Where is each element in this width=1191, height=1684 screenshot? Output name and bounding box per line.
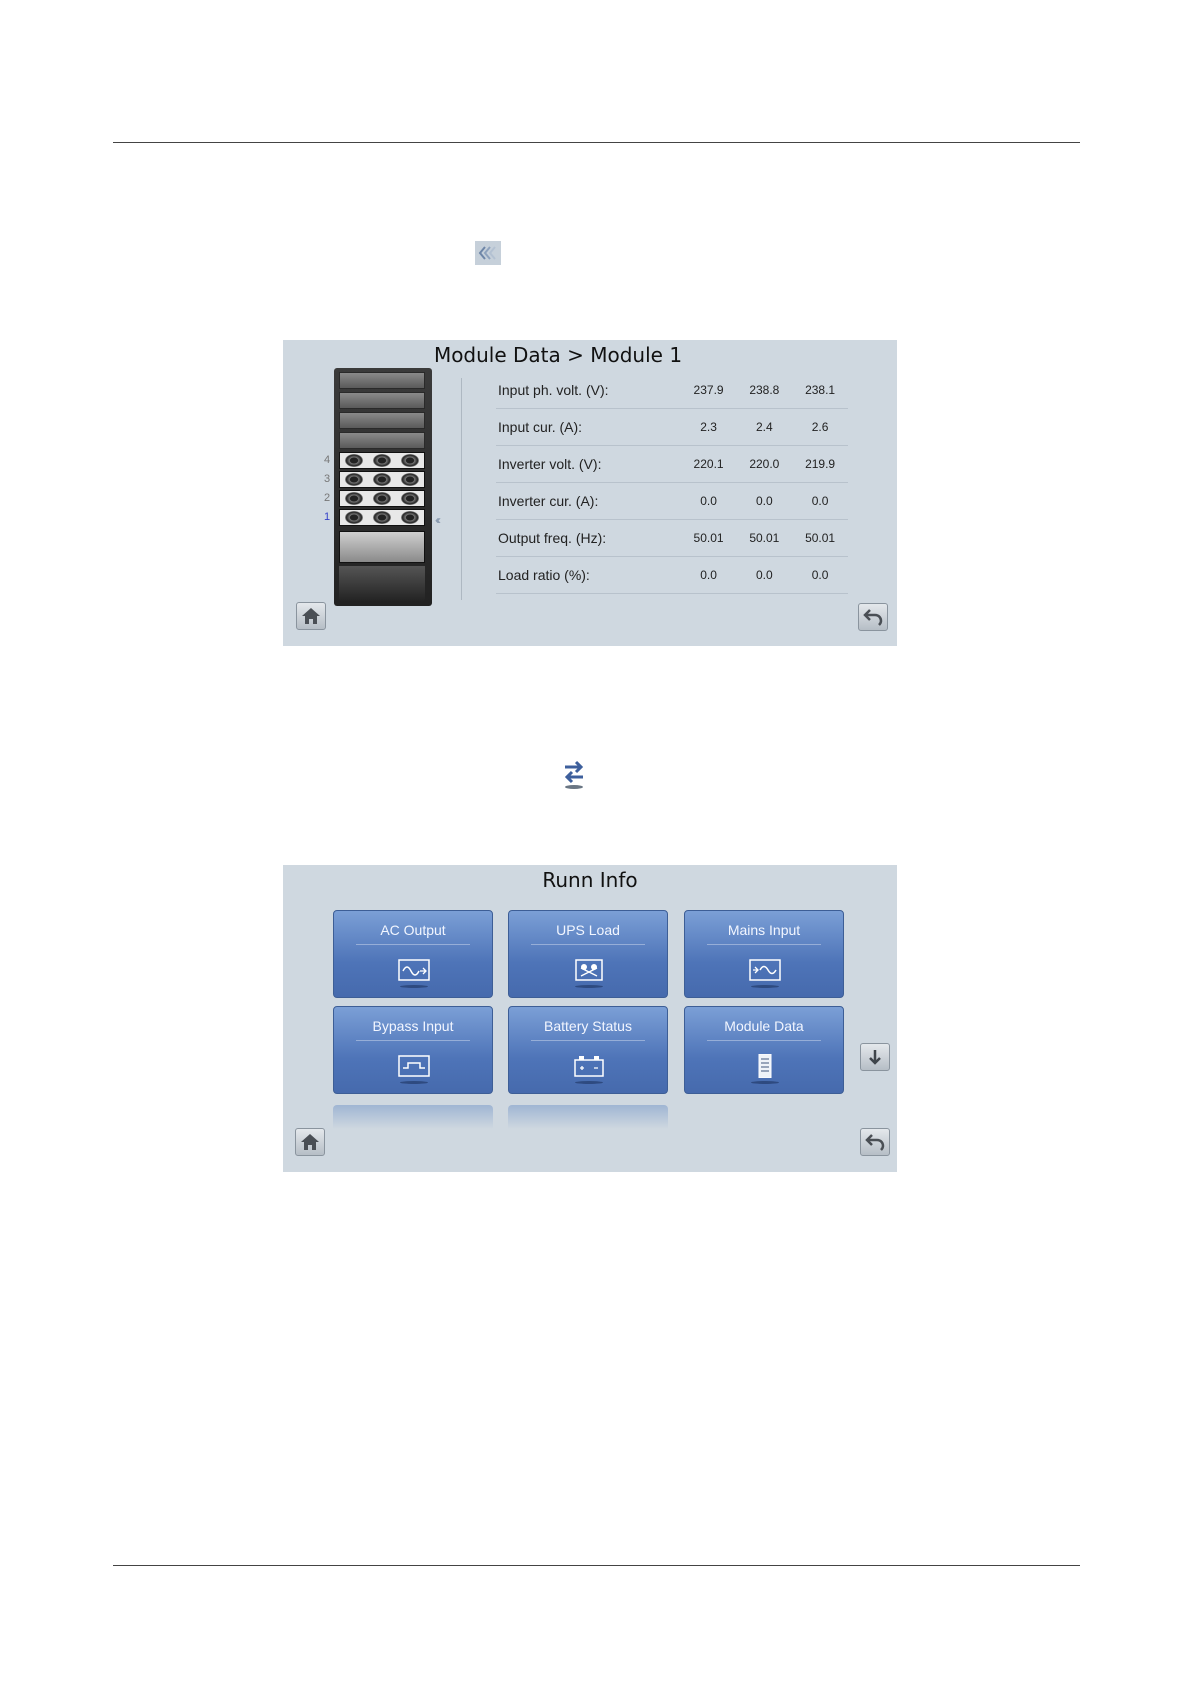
value-cell: 237.9 [693, 383, 724, 397]
screen-title: Module Data > Module 1 [433, 343, 683, 367]
value-cell: 0.0 [755, 568, 773, 582]
tile-ups-load[interactable] [508, 910, 668, 998]
icon-shadow [400, 1081, 428, 1084]
tile-label: Mains Input [727, 922, 801, 938]
back-arrow-icon [863, 608, 883, 626]
scroll-down-button[interactable] [860, 1043, 890, 1071]
swap-arrows-icon [563, 760, 585, 790]
triple-left-chevron-icon [475, 241, 501, 265]
cabinet-base [339, 566, 425, 602]
tile-divider [531, 944, 645, 945]
tile-partial[interactable] [333, 1105, 493, 1129]
home-icon [300, 1133, 320, 1151]
tile-bypass-input[interactable] [333, 1006, 493, 1094]
power-module-4[interactable] [339, 452, 425, 469]
tile-divider [531, 1040, 645, 1041]
tile-mains-input[interactable] [684, 910, 844, 998]
value-cell: 0.0 [811, 494, 829, 508]
icon-shadow [400, 985, 428, 988]
back-arrow-icon [865, 1133, 885, 1151]
bypass-input-icon [398, 1054, 430, 1078]
value-cell: 2.3 [700, 420, 717, 434]
ups-load-icon [573, 958, 605, 982]
icon-shadow [751, 985, 779, 988]
power-module-3[interactable] [339, 471, 425, 488]
slot-number: 2 [324, 492, 331, 504]
table-row [496, 520, 848, 557]
ups-cabinet-image [334, 368, 432, 606]
tile-label: Module Data [724, 1018, 804, 1034]
module-data-table [496, 372, 848, 594]
tile-divider [356, 1040, 470, 1041]
tile-ac-output[interactable] [333, 910, 493, 998]
table-row [496, 446, 848, 483]
home-button[interactable] [295, 1128, 325, 1156]
control-module [339, 531, 425, 563]
value-cell: 0.0 [700, 494, 717, 508]
power-module-2[interactable] [339, 490, 425, 507]
value-cell: 0.0 [811, 568, 829, 582]
row-label: Inverter cur. (A): [498, 493, 599, 509]
value-cell: 0.0 [755, 494, 773, 508]
row-label: Input ph. volt. (V): [498, 382, 609, 398]
selected-module-arrow-icon: ‹‹‹ [435, 513, 438, 527]
footer-rule [113, 1565, 1080, 1566]
icon-shadow [575, 1081, 603, 1084]
table-row [496, 557, 848, 594]
back-button[interactable] [858, 603, 888, 631]
tile-divider [707, 1040, 821, 1041]
slot-number: 4 [324, 454, 331, 466]
mains-input-icon [749, 958, 781, 982]
value-cell: 219.9 [805, 457, 836, 471]
table-row [496, 372, 848, 409]
vertical-divider [461, 378, 462, 600]
value-cell: 220.1 [693, 457, 724, 471]
battery-status-icon [573, 1054, 605, 1078]
slot-number-selected: 1 [324, 511, 331, 523]
down-arrow-icon [867, 1048, 883, 1066]
tile-label: AC Output [380, 922, 446, 938]
blank-panel [339, 392, 425, 409]
value-cell: 0.0 [700, 568, 717, 582]
row-label: Output freq. (Hz): [498, 530, 607, 546]
tile-divider [707, 944, 821, 945]
runn-info-screen [283, 865, 897, 1172]
blank-panel [339, 372, 425, 389]
value-cell: 50.01 [749, 531, 780, 545]
row-label: Inverter volt. (V): [498, 456, 602, 472]
table-row [496, 483, 848, 520]
value-cell: 220.0 [749, 457, 780, 471]
power-module-1[interactable] [339, 509, 425, 526]
value-cell: 2.4 [755, 420, 773, 434]
icon-shadow [751, 1081, 779, 1084]
module-data-icon [749, 1054, 781, 1078]
tile-module-data[interactable] [684, 1006, 844, 1094]
value-cell: 50.01 [805, 531, 836, 545]
value-cell: 2.6 [811, 420, 829, 434]
row-label: Load ratio (%): [498, 567, 590, 583]
screen-title: Runn Info [542, 868, 638, 892]
icon-shadow [575, 985, 603, 988]
tile-partial[interactable] [508, 1105, 668, 1129]
tile-label: UPS Load [556, 922, 620, 938]
home-icon [301, 607, 321, 625]
blank-panel [339, 412, 425, 429]
home-button[interactable] [296, 602, 326, 630]
value-cell: 50.01 [693, 531, 724, 545]
value-cell: 238.8 [749, 383, 780, 397]
row-label: Input cur. (A): [498, 419, 583, 435]
slot-number: 3 [324, 473, 331, 485]
blank-panel [339, 432, 425, 449]
ac-output-icon [398, 958, 430, 982]
table-row [496, 409, 848, 446]
module-data-screen [283, 340, 897, 646]
tile-label: Battery Status [544, 1018, 632, 1034]
value-cell: 238.1 [805, 383, 836, 397]
tile-divider [356, 944, 470, 945]
tile-label: Bypass Input [372, 1018, 454, 1034]
tile-battery-status[interactable] [508, 1006, 668, 1094]
header-rule [113, 142, 1080, 143]
back-button[interactable] [860, 1128, 890, 1156]
